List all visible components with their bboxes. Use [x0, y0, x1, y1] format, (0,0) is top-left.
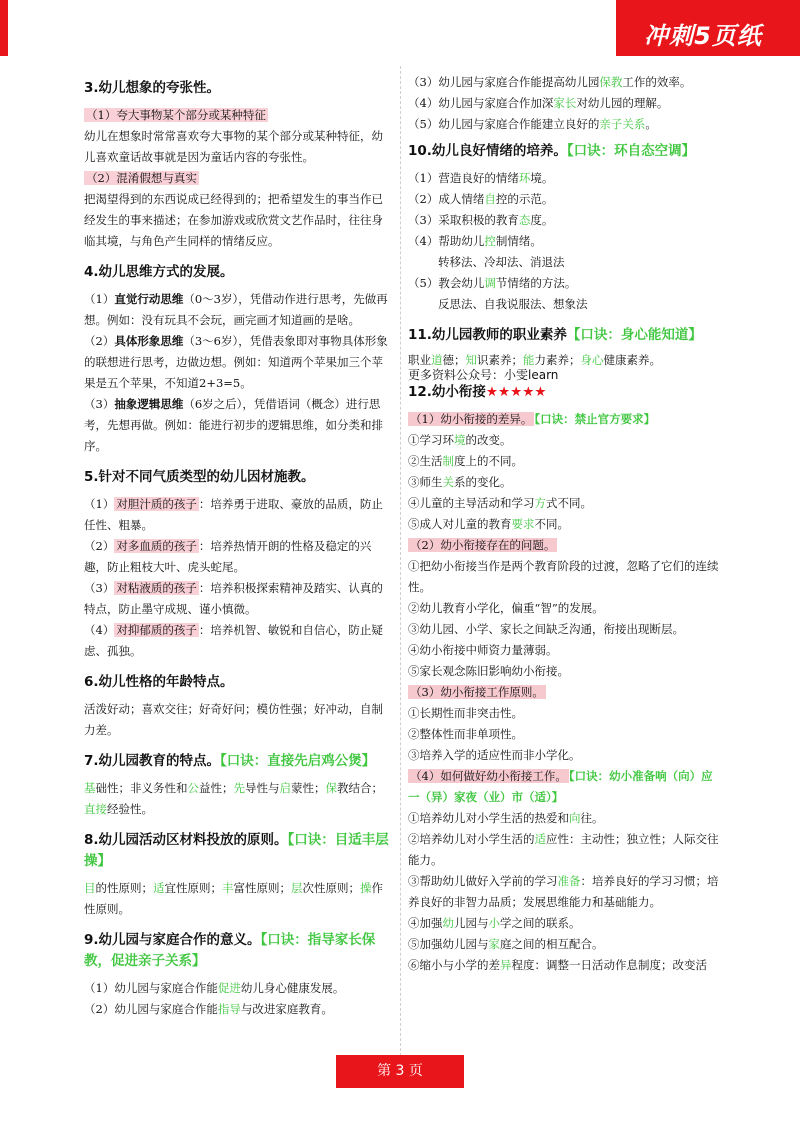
s12-problem-1: ①把幼小衔接当作是两个教育阶段的过渡，忽略了它们的连续性。 [408, 559, 719, 594]
s12-sub-1 [408, 409, 723, 430]
s10-item-5-a: （5）教会幼儿 [408, 276, 485, 290]
s5-item-2 [84, 536, 394, 578]
s7-key-1: 公 [187, 781, 199, 795]
section-8 [84, 830, 394, 920]
s10-item-2-a: （2）成人情绪 [408, 192, 485, 206]
s12-work-2-b: 应性：主动性；独立性；人际交往能力。 [408, 832, 719, 867]
s7-key-5: 直接 [84, 802, 107, 816]
s12-diff-1-key: 境 [454, 433, 466, 447]
s10-item-5 [408, 273, 723, 294]
s12-work-1-b: 往。 [580, 811, 604, 825]
s7-key-4: 保 [325, 781, 337, 795]
s12-work-4-key: 幼 [442, 916, 454, 930]
s12-sub-4 [408, 766, 723, 808]
s5-item-3-num: （3） [84, 581, 115, 595]
s12-work-2 [408, 829, 723, 871]
s10-item-4 [408, 231, 723, 252]
s11-key-1: 道 [431, 353, 443, 367]
section-11-mnemonic: 【口诀：身心能知道】 [566, 327, 702, 343]
s12-problem-5: ⑤家长观念陈旧影响幼小衔接。 [408, 664, 569, 678]
section-3-title: 3.幼儿想象的夸张性。 [84, 80, 221, 96]
s7-text [84, 778, 394, 820]
section-12 [408, 382, 723, 976]
s12-work-1-key: 向 [569, 811, 581, 825]
s12-diff-2 [408, 451, 723, 472]
s8-seg-1: 宜性原则； [164, 881, 222, 895]
s5-item-1-text: ：培养勇于进取、豪放的品质，防止任性、粗暴。 [84, 497, 383, 532]
section-3 [84, 72, 394, 252]
s10-item-3-a: （3）采取积极的教育 [408, 213, 519, 227]
section-9-mnemonic: 【口诀：指导家长保教，促进亲子关系】 [84, 932, 376, 969]
s12-work-1 [408, 808, 723, 829]
s11-key-3: 能 [523, 353, 535, 367]
section-5-title: 5.针对不同气质类型的幼儿因材施教。 [84, 469, 315, 485]
s12-problem-4: ④幼小衔接中师资力量薄弱。 [408, 643, 558, 657]
s10-item-5-b: 节情绪的方法。 [495, 276, 577, 290]
s12-diff-2-b: 度上的不同。 [454, 454, 523, 468]
section-10-title [408, 141, 723, 162]
s12-work-2-key: 适 [534, 832, 546, 846]
s4-item-3-term: 抽象逻辑思维 [114, 397, 184, 411]
s9-item-3 [408, 72, 723, 93]
s12-diff-4-b: 式不同。 [546, 496, 592, 510]
section-4-title: 4.幼儿思维方式的发展。 [84, 264, 234, 280]
s10-item-3-b: 度。 [530, 213, 554, 227]
s4-item-2-text: （3～6岁），凭借表象即对事物具体形象的联想进行思考，边做边想。例如：知道两个苹果加三个苹果是五个苹果，不知道2+3=5。 [84, 334, 388, 390]
s12-sub-1-title: （1）幼小衔接的差异。 [410, 412, 533, 426]
s4-item-3-text: （6岁之后），凭借语词（概念）进行思考，先想再做。例如：能进行初步的逻辑思维，如分类和排序。 [84, 397, 383, 453]
s5-item-4-type: 对抑郁质的孩子 [116, 623, 197, 637]
page-number: 第 3 页 [336, 1055, 464, 1088]
s9-item-4-b: 对幼儿园的理解。 [576, 96, 669, 110]
s10-item-1 [408, 168, 723, 189]
s12-work-5-key: 家 [488, 937, 500, 951]
section-6 [84, 672, 394, 741]
s12-work-5-a: ⑤加强幼儿园与 [408, 937, 489, 951]
section-11-title [408, 325, 723, 346]
s3-point-1-desc: 幼儿在想象时常常喜欢夸大事物的某个部分或某种特征，幼儿喜欢童话故事就是因为童话内容的夸张性。 [84, 129, 383, 164]
s8-seg-2: 富性原则； [233, 881, 291, 895]
s5-item-1-type: 对胆汁质的孩子 [116, 497, 197, 511]
s7-seg-2: 导性与 [245, 781, 280, 795]
s12-problem-2: ②幼儿教育小学化，偏重“智”的发展。 [408, 601, 604, 615]
s5-item-3-type: 对粘液质的孩子 [116, 581, 197, 595]
s11-seg-1: 德； [442, 353, 466, 367]
s8-key-2: 丰 [222, 881, 234, 895]
s7-seg-3: 蒙性； [291, 781, 326, 795]
s12-diff-1 [408, 430, 723, 451]
s12-work-6-b: 程度：调整一日活动作息制度；改变活 [511, 958, 707, 972]
s8-seg-0: 的性原则； [95, 881, 153, 895]
section-7-mnemonic: 【口诀：直接先启鸡公煲】 [220, 753, 376, 769]
s5-item-3 [84, 578, 394, 620]
s4-item-1-text: （0～3岁），凭借动作进行思考，先做再想。例如：没有玩具不会玩，画完画才知道画的是啥。 [84, 292, 388, 327]
s11-seg-3: 力素养； [534, 353, 581, 367]
s12-diff-4-a: ④儿童的主导活动和学习 [408, 496, 535, 510]
s9-item-2-a: （2）幼儿园与家庭合作能 [84, 1002, 218, 1016]
s9-item-1 [84, 978, 394, 999]
s12-principle-3: ③培养入学的适应性而非小学化。 [408, 748, 581, 762]
s10-item-2-key: 自 [484, 192, 496, 206]
s12-diff-3-b: 系的变化。 [454, 475, 512, 489]
section-8-mnemonic: 【口诀：目适丰层操】 [84, 832, 389, 869]
s12-work-4 [408, 913, 723, 934]
s10-item-1-b: 境。 [530, 171, 554, 185]
s12-diff-4 [408, 493, 723, 514]
s4-item-3 [84, 394, 394, 457]
s7-key-0: 基 [84, 781, 96, 795]
section-7-title-text: 7.幼儿园教育的特点。 [84, 753, 221, 769]
section-5 [84, 467, 394, 662]
s7-key-3: 启 [279, 781, 291, 795]
s12-diff-5 [408, 514, 723, 535]
section-8-title [84, 830, 394, 872]
s11-seg-2: 识素养； [477, 353, 523, 367]
s4-item-1-term: 直觉行动思维 [114, 292, 184, 306]
s11-text [408, 352, 723, 368]
section-10 [408, 141, 723, 315]
s12-sub-4-mnemonic: 【口诀：幼小准备响（向）应一（异）家夜（业）市（适）】 [408, 769, 713, 804]
s12-work-4-a: ④加强 [408, 916, 443, 930]
right-column [408, 72, 723, 976]
s12-diff-3-key: 关 [442, 475, 454, 489]
s12-sub-3-title: （3）幼小衔接工作原则。 [410, 685, 544, 699]
s12-diff-4-key: 方 [534, 496, 546, 510]
section-11-title-text: 11.幼儿园教师的职业素养 [408, 327, 567, 343]
s5-item-3-text: ：培养积极探索精神及踏实、认真的特点，防止墨守成规、谨小慎微。 [84, 581, 383, 616]
s12-work-5 [408, 934, 723, 955]
s4-item-1 [84, 289, 394, 331]
s3-point-2-desc: 把渴望得到的东西说成已经得到的；把希望发生的事当作已经发生的事来描述；在参加游戏或欣赏文艺作品时，往往身临其境，与角色产生同样的情绪反应。 [84, 192, 383, 248]
s12-diff-1-b: 的改变。 [465, 433, 512, 447]
s9-item-1-key: 促进 [217, 981, 241, 995]
s12-principle-1: ①长期性而非突击性。 [408, 706, 523, 720]
section-10-mnemonic: 【口诀：环自态空调】 [566, 143, 696, 159]
s10-item-4-methods: 转移法、冷却法、消退法 [438, 255, 565, 269]
s10-item-5-key: 调 [484, 276, 496, 290]
s5-item-1-num: （1） [84, 497, 115, 511]
section-12-title [408, 382, 723, 403]
s9-item-2-b: 与改进家庭教育。 [240, 1002, 333, 1016]
left-column [84, 72, 394, 1020]
s8-seg-4: 作性原则。 [84, 881, 383, 916]
section-9-title-text: 9.幼儿园与家庭合作的意义。 [84, 932, 261, 948]
s5-item-4-num: （4） [84, 623, 115, 637]
s12-problem-3: ③幼儿园、小学、家长之间缺乏沟通，衔接出现断层。 [408, 622, 684, 636]
s9-item-5-key: 亲子关系 [599, 117, 646, 131]
section-11 [408, 325, 723, 382]
top-left-accent-bar [0, 0, 8, 56]
s8-key-4: 操 [360, 881, 372, 895]
section-10-title-text: 10.幼儿良好情绪的培养。 [408, 143, 567, 159]
s12-sub-3 [408, 682, 723, 703]
s12-diff-5-key: 要求 [511, 517, 535, 531]
s10-item-2-b: 控的示范。 [495, 192, 554, 206]
s12-work-3-a: ③帮助幼儿做好入学前的学习 [408, 874, 558, 888]
s5-item-2-num: （2） [84, 539, 115, 553]
s12-work-4-key-2: 小 [488, 916, 500, 930]
s10-item-1-a: （1）营造良好的情绪 [408, 171, 519, 185]
s12-principle-2: ②整体性而非单项性。 [408, 727, 523, 741]
s9-item-4 [408, 93, 723, 114]
s11-seg-0: 职业 [408, 353, 431, 367]
column-divider [400, 66, 401, 1056]
s12-work-6-a: ⑥缩小与小学的差 [408, 958, 500, 972]
section-9-title [84, 930, 394, 972]
s10-item-3 [408, 210, 723, 231]
section-9 [84, 930, 394, 1020]
s12-work-6 [408, 955, 723, 976]
s9-item-2 [84, 999, 394, 1020]
section-9-continued [408, 72, 723, 135]
section-6-title: 6.幼儿性格的年龄特点。 [84, 674, 234, 690]
s12-diff-2-key: 制 [442, 454, 454, 468]
s12-diff-5-b: 不同。 [534, 517, 569, 531]
s11-key-4: 身心 [580, 353, 604, 367]
s4-item-2 [84, 331, 394, 394]
s5-item-2-type: 对多血质的孩子 [116, 539, 197, 553]
s12-work-3-b: ：培养良好的学习习惯；培养良好的非智力品质；发展思维能力和基础能力。 [408, 874, 719, 909]
s9-item-5-b: 。 [645, 117, 657, 131]
s7-key-2: 先 [233, 781, 245, 795]
s12-sub-1-mnemonic: 【口诀：禁止官方要求】 [534, 412, 656, 426]
s9-item-3-a: （3）幼儿园与家庭合作能提高幼儿园 [408, 75, 600, 89]
s9-item-4-key: 家长 [553, 96, 577, 110]
s12-work-4-m: 儿园与 [454, 916, 489, 930]
s4-item-1-num: （1） [84, 292, 115, 306]
s12-work-4-b: 学之间的联系。 [500, 916, 581, 930]
s12-diff-3-a: ③师生 [408, 475, 443, 489]
s7-seg-0: 础性；非义务性和 [95, 781, 188, 795]
s12-sub-4-title: （4）如何做好幼小衔接工作。 [410, 769, 567, 783]
s3-point-1 [84, 105, 394, 126]
s3-point-2-text: （2）混淆假想与真实 [86, 171, 197, 185]
s8-text [84, 878, 394, 920]
s9-item-5 [408, 114, 723, 135]
s9-item-3-b: 工作的效率。 [622, 75, 692, 89]
s12-work-2-a: ②培养幼儿对小学生活的 [408, 832, 535, 846]
s6-text: 活泼好动；喜欢交往；好奇好问；模仿性强；好冲动，自制力差。 [84, 702, 383, 737]
s3-point-1-text: （1）夸大事物某个部分或某种特征 [86, 108, 266, 122]
s10-item-4-a: （4）帮助幼儿 [408, 234, 485, 248]
s10-item-5-methods: 反思法、自我说服法、想象法 [438, 297, 588, 311]
s4-item-3-num: （3） [84, 397, 115, 411]
s9-item-1-b: 幼儿身心健康发展。 [240, 981, 345, 995]
s3-point-2 [84, 168, 394, 189]
section-4 [84, 262, 394, 457]
s12-sub-2 [408, 535, 723, 556]
promo-note: 更多资料公众号：小雯learn [408, 368, 559, 382]
s7-seg-1: 益性； [199, 781, 234, 795]
s12-work-3-key: 准备 [557, 874, 581, 888]
section-7-title [84, 751, 394, 772]
s8-key-0: 目 [84, 881, 96, 895]
s5-item-4-text: ：培养机智、敏锐和自信心，防止疑虑、孤独。 [84, 623, 383, 658]
s8-key-3: 层 [291, 881, 303, 895]
s10-item-4-key: 控 [484, 234, 496, 248]
s12-work-1-a: ①培养幼儿对小学生活的热爱和 [408, 811, 569, 825]
s9-item-5-a: （5）幼儿园与家庭合作能建立良好的 [408, 117, 600, 131]
s12-diff-5-a: ⑤成人对儿童的教育 [408, 517, 512, 531]
s8-seg-3: 次性原则； [302, 881, 360, 895]
s12-work-3 [408, 871, 723, 913]
s7-seg-4: 教结合； [337, 781, 383, 795]
s10-item-1-key: 环 [518, 171, 531, 185]
s4-item-2-term: 具体形象思维 [114, 334, 184, 348]
s9-item-3-key: 保教 [599, 75, 623, 89]
s12-diff-1-a: ①学习环 [408, 433, 454, 447]
s5-item-2-text: ：培养热情开朗的性格及稳定的兴趣，防止粗枝大叶、虎头蛇尾。 [84, 539, 372, 574]
s11-seg-4: 健康素养。 [603, 353, 661, 367]
s10-item-3-key: 态 [518, 213, 531, 227]
s12-work-5-b: 庭之间的相互配合。 [500, 937, 604, 951]
s7-seg-5: 经验性。 [107, 802, 153, 816]
top-right-accent-bar [790, 0, 800, 56]
s5-item-4 [84, 620, 394, 662]
sprint-banner: 冲刺5页纸 [616, 0, 790, 56]
s8-key-1: 适 [153, 881, 165, 895]
s10-item-2 [408, 189, 723, 210]
s9-item-2-key: 指导 [217, 1002, 241, 1016]
s12-diff-2-a: ②生活 [408, 454, 443, 468]
section-7 [84, 751, 394, 820]
s12-diff-3 [408, 472, 723, 493]
s9-item-1-a: （1）幼儿园与家庭合作能 [84, 981, 218, 995]
s11-key-2: 知 [465, 353, 477, 367]
section-12-title-text: 12.幼小衔接 [408, 384, 486, 400]
s9-item-4-a: （4）幼儿园与家庭合作加深 [408, 96, 554, 110]
importance-stars: ★★★★★ [485, 384, 547, 400]
s12-sub-2-title: （2）幼小衔接存在的问题。 [410, 538, 556, 552]
s5-item-1 [84, 494, 394, 536]
s4-item-2-num: （2） [84, 334, 115, 348]
section-8-title-text: 8.幼儿园活动区材料投放的原则。 [84, 832, 288, 848]
s10-item-4-b: 制情绪。 [495, 234, 542, 248]
s12-work-6-key: 异 [500, 958, 512, 972]
